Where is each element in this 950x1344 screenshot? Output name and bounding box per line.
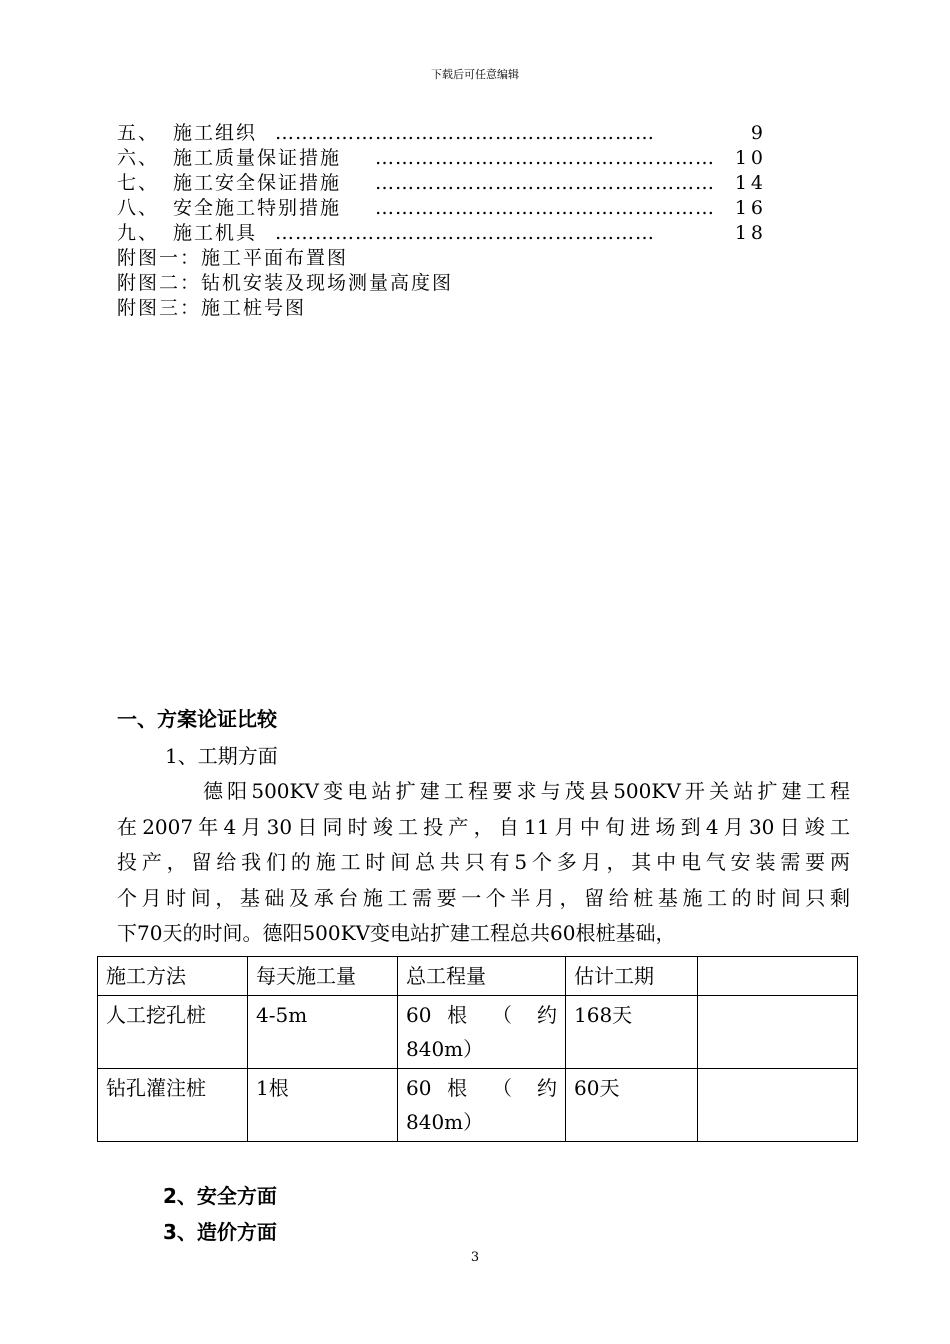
appendix-item: 附图三：施工桩号图	[117, 297, 307, 319]
cell-line: 60 根 （ 约	[406, 1003, 557, 1027]
toc-title: 施工安全保证措施	[173, 172, 342, 194]
toc-title: 安全施工特别措施	[173, 197, 342, 219]
toc-leader: ……………………………………………	[375, 172, 715, 194]
table-cell: 钻孔灌注桩	[98, 1069, 248, 1142]
table-row	[98, 1069, 858, 1142]
paragraph-line: 个月时间，基础及承台施工需要一个半月，留给桩基施工的时间只剩	[117, 885, 850, 910]
toc-leader: …………………………………………………	[275, 122, 655, 144]
toc-entry[interactable]	[117, 171, 777, 196]
body-paragraph	[117, 774, 850, 952]
toc-entry[interactable]	[117, 196, 777, 221]
comparison-table	[97, 956, 858, 1142]
toc-title: 施工机具	[173, 222, 258, 244]
page-number: 3	[470, 1250, 480, 1265]
header-cell: 施工方法	[98, 957, 248, 996]
toc-leader: ……………………………………………	[375, 147, 715, 169]
cell-line: 60 根 （ 约	[406, 1076, 557, 1100]
subsection-heading: 3、造价方面	[163, 1220, 277, 1244]
table-cell	[398, 1069, 566, 1142]
paragraph-line: 在2007年4月30日同时竣工投产，自11月中旬进场到4月30日竣工	[117, 814, 850, 839]
table-cell: 1根	[248, 1069, 398, 1142]
table-cell: 168天	[566, 996, 698, 1069]
table-cell: 人工挖孔桩	[98, 996, 248, 1069]
header-cell: 估计工期	[566, 957, 698, 996]
cell-line: 840m）	[406, 1110, 484, 1134]
toc-number: 六、	[117, 147, 160, 169]
toc-leader: …………………………………………………	[275, 222, 655, 244]
toc-number: 八、	[117, 197, 160, 219]
cell-line: 840m）	[406, 1037, 484, 1061]
toc-page: 10	[734, 147, 767, 169]
toc-entry[interactable]	[117, 146, 777, 171]
table-cell	[398, 996, 566, 1069]
table-row	[98, 996, 858, 1069]
toc-number: 七、	[117, 172, 160, 194]
appendix-item: 附图一：施工平面布置图	[117, 247, 349, 269]
toc-entry[interactable]	[117, 221, 777, 246]
toc-page: 9	[750, 122, 767, 144]
table-cell	[698, 996, 858, 1069]
header-cell: 每天施工量	[248, 957, 398, 996]
toc-page: 16	[734, 197, 767, 219]
table-cell: 60天	[566, 1069, 698, 1142]
appendix-item: 附图二：钻机安装及现场测量高度图	[117, 272, 454, 294]
header-cell	[698, 957, 858, 996]
table-cell: 4-5m	[248, 996, 398, 1069]
toc-page: 14	[734, 172, 767, 194]
paragraph-line: 投产，留给我们的施工时间总共只有5个多月，其中电气安装需要两	[117, 850, 850, 874]
page-header-note: 下载后可任意编辑	[431, 68, 519, 81]
paragraph-line: 下70天的时间。德阳500KV变电站扩建工程总共60根桩基础，	[117, 921, 676, 945]
header-cell: 总工程量	[398, 957, 566, 996]
toc-page: 18	[734, 222, 767, 244]
table-cell	[698, 1069, 858, 1142]
toc-title: 施工组织	[173, 122, 258, 144]
section-heading: 一、方案论证比较	[117, 707, 277, 731]
toc-entry[interactable]	[117, 121, 777, 146]
table-header-row	[98, 957, 858, 996]
toc-number: 九、	[117, 222, 160, 244]
toc-number: 五、	[117, 122, 160, 144]
subsection-heading: 2、安全方面	[163, 1184, 277, 1208]
toc-title: 施工质量保证措施	[173, 147, 342, 169]
subsection-heading: 1、工期方面	[165, 744, 278, 768]
paragraph-line: 德阳500KV变电站扩建工程要求与茂县500KV开关站扩建工程	[203, 779, 850, 803]
toc-leader: ……………………………………………	[375, 197, 715, 219]
